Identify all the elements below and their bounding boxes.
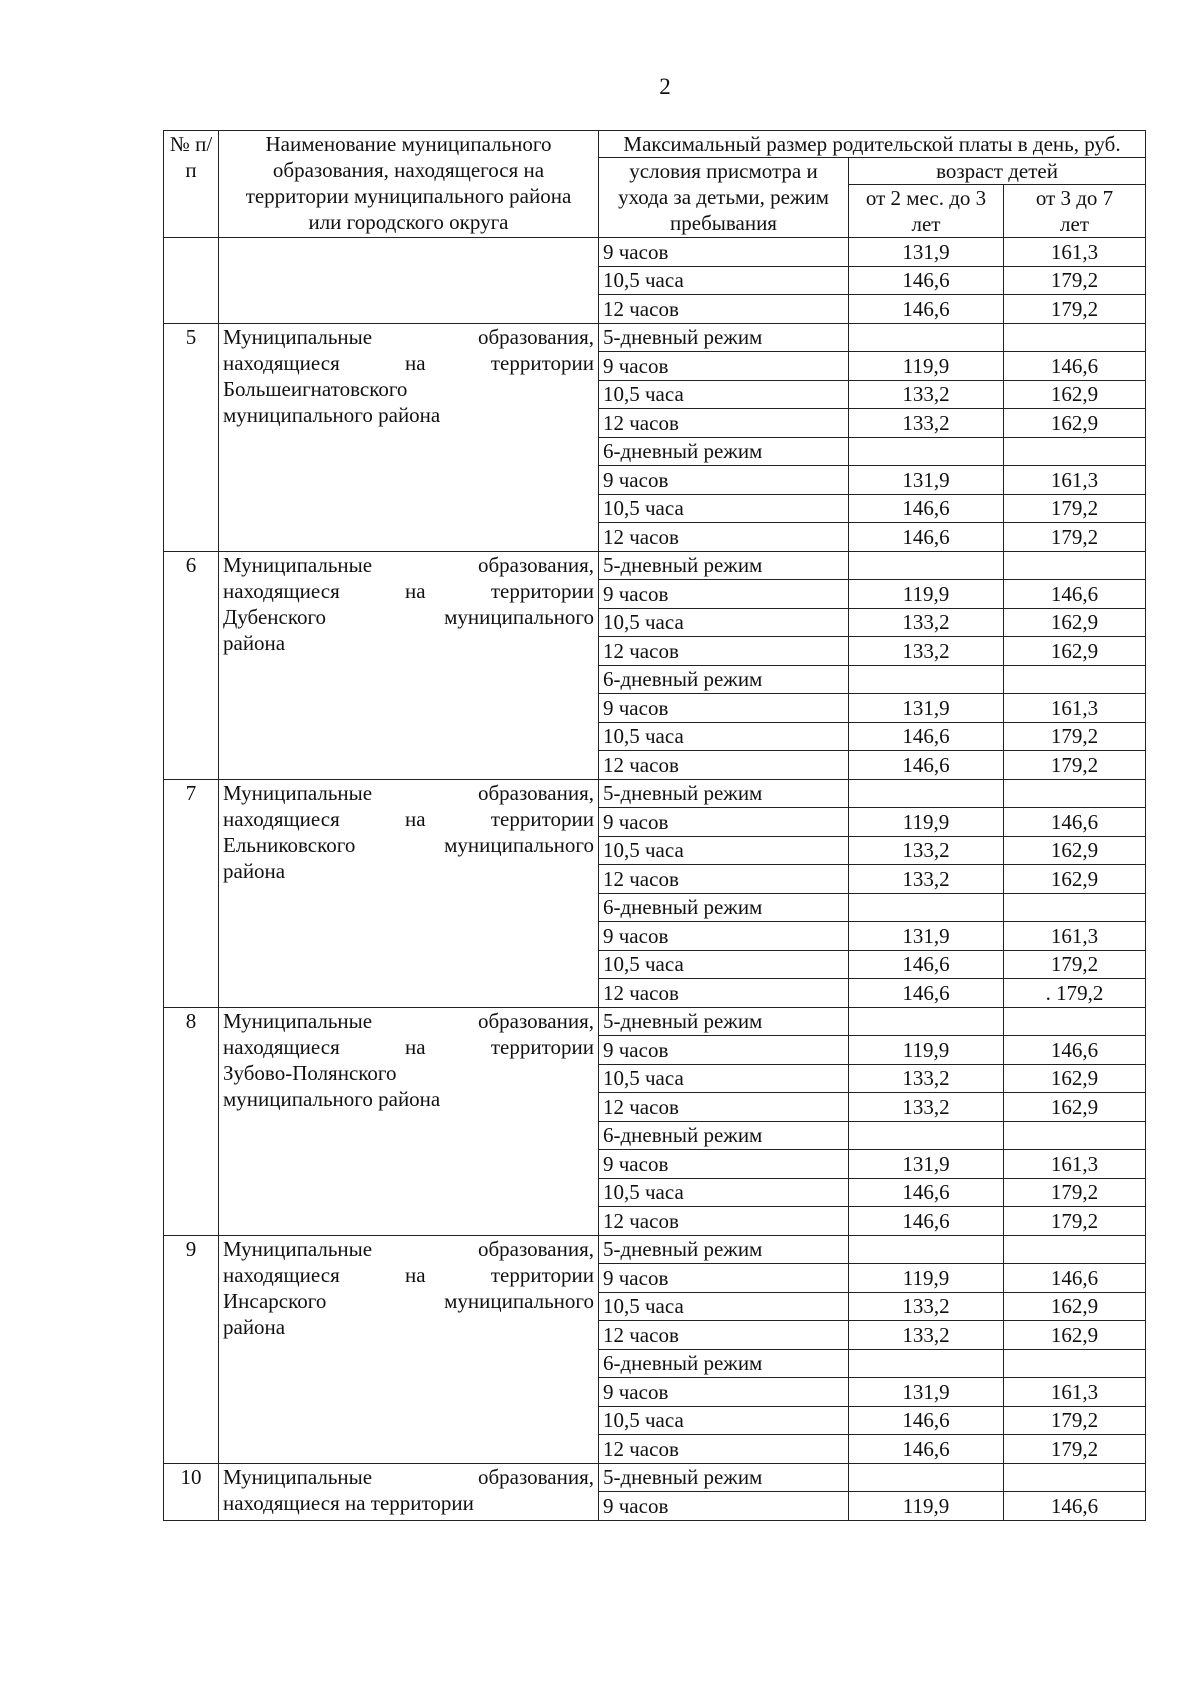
row-number-cell: 5	[164, 323, 219, 551]
header-age-1: от 2 мес. до 3 лет	[849, 185, 1004, 238]
fee-age-2-cell	[1004, 323, 1146, 352]
fee-age-1-cell: 131,9	[849, 922, 1004, 951]
condition-cell: 9 часов	[599, 1264, 849, 1293]
municipality-name-line: района	[223, 1314, 286, 1339]
fee-age-1-cell: 146,6	[849, 722, 1004, 751]
condition-cell: 6-дневный режим	[599, 665, 849, 694]
fee-age-2-cell	[1004, 437, 1146, 466]
fee-age-1-cell: 146,6	[849, 979, 1004, 1008]
fee-age-1-cell: 119,9	[849, 808, 1004, 837]
fee-age-2-cell	[1004, 779, 1146, 808]
municipality-name-line: Муниципальные образования,	[223, 1464, 594, 1489]
table-row	[164, 1235, 1146, 1264]
municipality-name-line: находящиеся на территории	[223, 1262, 594, 1287]
fee-age-2-cell: 161,3	[1004, 1378, 1146, 1407]
condition-cell: 6-дневный режим	[599, 437, 849, 466]
row-number-cell: 9	[164, 1235, 219, 1463]
fee-age-2-cell	[1004, 893, 1146, 922]
fee-age-2-cell: 146,6	[1004, 1036, 1146, 1065]
fee-age-2-cell: 179,2	[1004, 950, 1146, 979]
fee-age-1-cell: 119,9	[849, 1264, 1004, 1293]
fee-age-1-cell	[849, 437, 1004, 466]
municipality-name-line: муниципального района	[223, 402, 441, 427]
row-number-cell: 10	[164, 1463, 219, 1520]
condition-cell: 9 часов	[599, 466, 849, 495]
fee-age-1-cell: 133,2	[849, 380, 1004, 409]
municipality-name-line: Зубово-Полянского	[223, 1060, 397, 1085]
municipality-name-line: муниципального района	[223, 1086, 441, 1111]
municipality-name-line: Муниципальные образования,	[223, 1008, 594, 1033]
condition-cell: 9 часов	[599, 238, 849, 267]
municipality-name-cell	[219, 1007, 599, 1235]
fee-age-1-cell	[849, 1121, 1004, 1150]
municipality-name-cell	[219, 1235, 599, 1463]
condition-cell: 10,5 часа	[599, 1292, 849, 1321]
municipality-name-cell	[219, 551, 599, 779]
condition-cell: 12 часов	[599, 1093, 849, 1122]
fee-age-2-cell: 162,9	[1004, 836, 1146, 865]
fee-age-1-cell: 146,6	[849, 295, 1004, 324]
fee-age-2-cell: 161,3	[1004, 922, 1146, 951]
table-header	[164, 131, 1146, 238]
fee-age-2-cell: 179,2	[1004, 1178, 1146, 1207]
condition-cell: 12 часов	[599, 751, 849, 780]
fee-age-2-cell: 161,3	[1004, 238, 1146, 267]
fee-age-1-cell: 133,2	[849, 409, 1004, 438]
fee-age-1-cell: 119,9	[849, 580, 1004, 609]
condition-cell: 10,5 часа	[599, 380, 849, 409]
condition-cell: 10,5 часа	[599, 950, 849, 979]
fee-age-1-cell: 133,2	[849, 1321, 1004, 1350]
condition-cell: 10,5 часа	[599, 608, 849, 637]
municipality-name-line: находящиеся на территории	[223, 578, 594, 603]
fee-age-2-cell: 161,3	[1004, 466, 1146, 495]
municipality-name-line: находящиеся на территории	[223, 350, 594, 375]
condition-cell: 9 часов	[599, 1378, 849, 1407]
fee-age-2-cell: 161,3	[1004, 1150, 1146, 1179]
fee-age-1-cell: 133,2	[849, 1093, 1004, 1122]
fee-age-1-cell	[849, 1235, 1004, 1264]
municipality-name-line: находящиеся на территории	[223, 1490, 474, 1515]
header-max-fee: Максимальный размер родительской платы в день, руб.	[599, 131, 1146, 158]
condition-cell: 10,5 часа	[599, 266, 849, 295]
condition-cell: 12 часов	[599, 1321, 849, 1350]
municipality-name-line: Ельниковского муниципального	[223, 832, 594, 857]
fee-age-1-cell: 146,6	[849, 266, 1004, 295]
fee-age-2-cell: 146,6	[1004, 580, 1146, 609]
fee-age-2-cell: 179,2	[1004, 722, 1146, 751]
fee-age-1-cell: 146,6	[849, 1435, 1004, 1464]
fee-age-2-cell: 146,6	[1004, 808, 1146, 837]
fee-age-1-cell: 131,9	[849, 1378, 1004, 1407]
fee-age-2-cell	[1004, 1007, 1146, 1036]
municipality-name-cell	[219, 238, 599, 324]
header-age: возраст детей	[849, 158, 1146, 185]
fee-age-2-cell: 179,2	[1004, 1435, 1146, 1464]
fee-age-2-cell: 162,9	[1004, 1292, 1146, 1321]
row-number-cell: 7	[164, 779, 219, 1007]
condition-cell: 6-дневный режим	[599, 893, 849, 922]
condition-cell: 12 часов	[599, 865, 849, 894]
fee-age-1-cell	[849, 1007, 1004, 1036]
row-number-cell	[164, 238, 219, 324]
table-row	[164, 779, 1146, 808]
condition-cell: 5-дневный режим	[599, 1235, 849, 1264]
fee-age-1-cell: 133,2	[849, 1292, 1004, 1321]
fee-age-2-cell	[1004, 551, 1146, 580]
condition-cell: 10,5 часа	[599, 494, 849, 523]
municipality-name-line: находящиеся на территории	[223, 806, 594, 831]
municipality-name-line: района	[223, 858, 286, 883]
row-number-cell: 6	[164, 551, 219, 779]
condition-cell: 10,5 часа	[599, 1406, 849, 1435]
fee-age-1-cell	[849, 1349, 1004, 1378]
condition-cell: 12 часов	[599, 523, 849, 552]
fee-age-1-cell	[849, 665, 1004, 694]
fee-age-2-cell: 162,9	[1004, 1321, 1146, 1350]
condition-cell: 12 часов	[599, 1207, 849, 1236]
fee-age-1-cell	[849, 779, 1004, 808]
fee-age-1-cell: 119,9	[849, 1036, 1004, 1065]
fee-age-1-cell: 146,6	[849, 1406, 1004, 1435]
row-number-cell: 8	[164, 1007, 219, 1235]
fee-age-1-cell	[849, 1463, 1004, 1492]
municipality-name-line: Муниципальные образования,	[223, 780, 594, 805]
fee-age-1-cell: 133,2	[849, 836, 1004, 865]
fee-age-2-cell	[1004, 1121, 1146, 1150]
fee-age-2-cell: 179,2	[1004, 1207, 1146, 1236]
municipality-name-cell	[219, 323, 599, 551]
header-num: № п/п	[164, 131, 219, 238]
fee-age-2-cell: 162,9	[1004, 637, 1146, 666]
fee-age-2-cell: 162,9	[1004, 1064, 1146, 1093]
municipality-name-line: района	[223, 630, 286, 655]
condition-cell: 5-дневный режим	[599, 1463, 849, 1492]
fee-age-1-cell: 131,9	[849, 694, 1004, 723]
condition-cell: 6-дневный режим	[599, 1121, 849, 1150]
fee-age-1-cell	[849, 551, 1004, 580]
condition-cell: 10,5 часа	[599, 1178, 849, 1207]
fee-age-1-cell: 131,9	[849, 1150, 1004, 1179]
fee-age-1-cell: 131,9	[849, 466, 1004, 495]
fee-age-2-cell: 162,9	[1004, 380, 1146, 409]
fee-age-2-cell	[1004, 1463, 1146, 1492]
municipality-name-line: Муниципальные образования,	[223, 552, 594, 577]
fee-age-2-cell: 179,2	[1004, 266, 1146, 295]
fee-age-1-cell: 146,6	[849, 751, 1004, 780]
fee-age-1-cell: 146,6	[849, 1178, 1004, 1207]
condition-cell: 9 часов	[599, 808, 849, 837]
condition-cell: 9 часов	[599, 352, 849, 381]
table-body	[164, 238, 1146, 1521]
fee-table	[163, 130, 1146, 1521]
fee-age-1-cell: 133,2	[849, 1064, 1004, 1093]
fee-age-2-cell	[1004, 665, 1146, 694]
fee-age-2-cell: 162,9	[1004, 865, 1146, 894]
fee-age-2-cell	[1004, 1235, 1146, 1264]
condition-cell: 12 часов	[599, 409, 849, 438]
table-row	[164, 1007, 1146, 1036]
condition-cell: 12 часов	[599, 1435, 849, 1464]
municipality-name-cell	[219, 779, 599, 1007]
municipality-name-cell	[219, 1463, 599, 1520]
fee-age-2-cell: 146,6	[1004, 352, 1146, 381]
municipality-name-line: Дубенского муниципального	[223, 604, 594, 629]
fee-age-1-cell	[849, 323, 1004, 352]
fee-age-2-cell: 179,2	[1004, 295, 1146, 324]
fee-age-2-cell: 162,9	[1004, 409, 1146, 438]
condition-cell: 9 часов	[599, 580, 849, 609]
fee-age-1-cell: 146,6	[849, 950, 1004, 979]
condition-cell: 10,5 часа	[599, 1064, 849, 1093]
fee-age-2-cell: 179,2	[1004, 523, 1146, 552]
condition-cell: 6-дневный режим	[599, 1349, 849, 1378]
page-number: 2	[659, 74, 671, 99]
condition-cell: 5-дневный режим	[599, 1007, 849, 1036]
fee-age-1-cell: 119,9	[849, 1492, 1004, 1521]
table-row	[164, 551, 1146, 580]
condition-cell: 9 часов	[599, 1036, 849, 1065]
fee-age-2-cell: 161,3	[1004, 694, 1146, 723]
table-row	[164, 323, 1146, 352]
condition-cell: 9 часов	[599, 1150, 849, 1179]
fee-age-1-cell	[849, 893, 1004, 922]
fee-age-1-cell: 146,6	[849, 523, 1004, 552]
fee-age-2-cell: 179,2	[1004, 494, 1146, 523]
fee-age-2-cell: . 179,2	[1004, 979, 1146, 1008]
header-conditions: условия присмотра и ухода за детьми, режим пребывания	[599, 158, 849, 238]
fee-age-1-cell: 133,2	[849, 608, 1004, 637]
fee-age-2-cell: 162,9	[1004, 608, 1146, 637]
fee-age-2-cell: 179,2	[1004, 751, 1146, 780]
municipality-name-line: Муниципальные образования,	[223, 1236, 594, 1261]
header-age-2: от 3 до 7 лет	[1004, 185, 1146, 238]
condition-cell: 12 часов	[599, 295, 849, 324]
table-row	[164, 1463, 1146, 1492]
municipality-name-line: находящиеся на территории	[223, 1034, 594, 1059]
municipality-name-line: Большеигнатовского	[223, 376, 408, 401]
table-row	[164, 238, 1146, 267]
condition-cell: 5-дневный режим	[599, 551, 849, 580]
fee-age-1-cell: 131,9	[849, 238, 1004, 267]
condition-cell: 5-дневный режим	[599, 323, 849, 352]
fee-age-1-cell: 146,6	[849, 494, 1004, 523]
condition-cell: 12 часов	[599, 979, 849, 1008]
fee-age-2-cell: 162,9	[1004, 1093, 1146, 1122]
fee-age-1-cell: 146,6	[849, 1207, 1004, 1236]
fee-age-2-cell: 146,6	[1004, 1264, 1146, 1293]
municipality-name-line: Муниципальные образования,	[223, 324, 594, 349]
fee-age-1-cell: 133,2	[849, 865, 1004, 894]
condition-cell: 12 часов	[599, 637, 849, 666]
condition-cell: 9 часов	[599, 694, 849, 723]
condition-cell: 10,5 часа	[599, 836, 849, 865]
fee-age-2-cell: 179,2	[1004, 1406, 1146, 1435]
condition-cell: 9 часов	[599, 1492, 849, 1521]
header-name: Наименование муниципального образования, находящегося на территории муниципального района или городского округа	[219, 131, 599, 238]
fee-age-2-cell	[1004, 1349, 1146, 1378]
condition-cell: 5-дневный режим	[599, 779, 849, 808]
condition-cell: 9 часов	[599, 922, 849, 951]
fee-age-1-cell: 133,2	[849, 637, 1004, 666]
condition-cell: 10,5 часа	[599, 722, 849, 751]
municipality-name-line: Инсарского муниципального	[223, 1288, 594, 1313]
fee-age-2-cell: 146,6	[1004, 1492, 1146, 1521]
fee-age-1-cell: 119,9	[849, 352, 1004, 381]
